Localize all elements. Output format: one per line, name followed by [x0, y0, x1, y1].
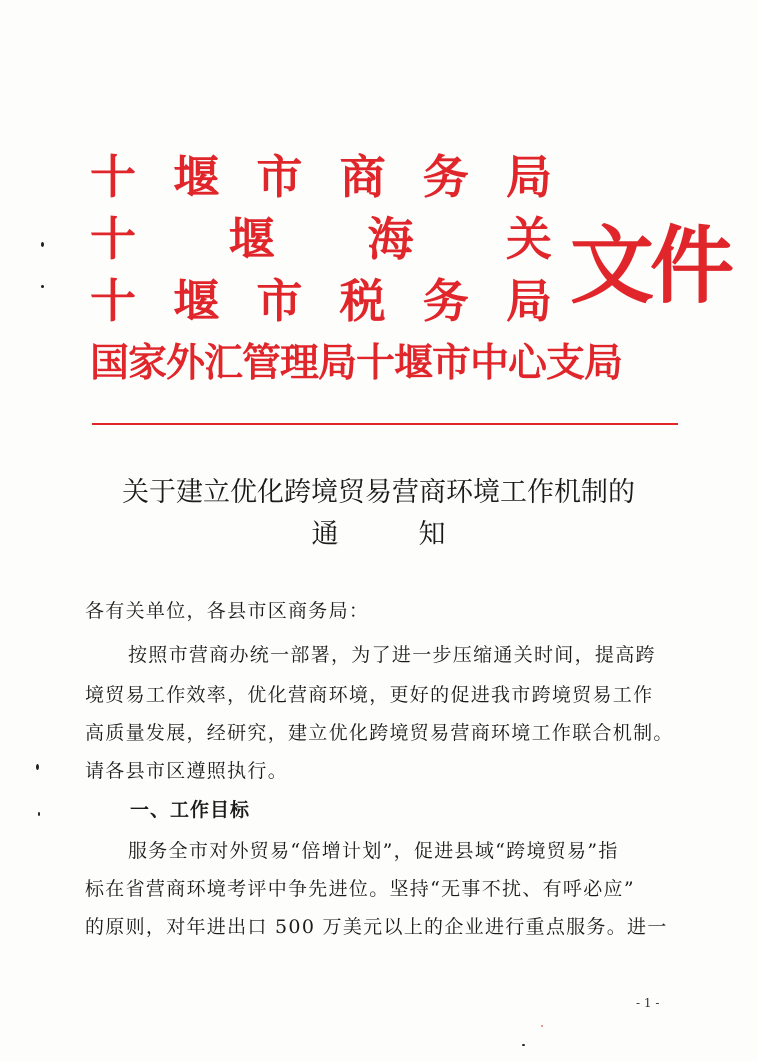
- title-char: 通: [311, 519, 339, 550]
- document-title-line2: [0, 518, 757, 552]
- issuer-char: 局: [505, 150, 552, 204]
- issuer-char: 堰: [228, 212, 275, 266]
- paragraph-line: 的原则，对年进出口 500 万美元以上的企业进行重点服务。进一: [85, 916, 668, 938]
- issuer-char: 局: [505, 274, 552, 328]
- header-divider: [92, 423, 678, 425]
- issuer-line-commerce-bureau: [90, 152, 552, 202]
- scan-speck: [38, 812, 40, 816]
- issuer-char: 十: [90, 212, 136, 266]
- issuer-char: 海: [367, 212, 414, 266]
- issuer-line-customs: [90, 214, 552, 264]
- paragraph-line: 服务全市对外贸易“倍增计划”，促进县域“跨境贸易”指: [128, 840, 619, 862]
- section-heading: 一、工作目标: [130, 799, 251, 821]
- title-char: 知: [418, 519, 446, 550]
- issuer-line-tax-bureau: [90, 276, 552, 326]
- scan-speck: [41, 242, 44, 247]
- issuer-char: 市: [256, 150, 303, 204]
- issuer-char: 十: [90, 150, 136, 204]
- issuer-char: 商: [339, 150, 386, 204]
- issuer-char: 务: [422, 274, 469, 328]
- paragraph-line: 请各县市区遵照执行。: [85, 760, 289, 782]
- salutation: 各有关单位，各县市区商务局：: [85, 600, 370, 622]
- scan-speck: [522, 1044, 525, 1046]
- issuer-line-forex-bureau: 国家外汇管理局十堰市中心支局: [90, 340, 623, 386]
- document-title-line1: 关于建立优化跨境贸易营商环境工作机制的: [122, 477, 635, 508]
- paragraph-line: 境贸易工作效率，优化营商环境，更好的促进我市跨境贸易工作: [85, 684, 654, 706]
- paragraph-line: 标在省营商环境考评中争先进位。坚持“无事不扰、有呼必应”: [85, 878, 635, 900]
- scan-speck: [41, 285, 44, 288]
- issuer-char: 堰: [173, 274, 220, 328]
- scan-speck: [36, 764, 39, 770]
- issuer-char: 税: [339, 274, 386, 328]
- paragraph-line: 按照市营商办统一部署，为了进一步压缩通关时间，提高跨: [128, 644, 656, 666]
- issuer-char: 十: [90, 274, 136, 328]
- issuer-char: 关: [505, 212, 552, 266]
- paragraph-line: 高质量发展，经研究，建立优化跨境贸易营商环境工作联合机制。: [85, 722, 674, 744]
- page-number: - 1 -: [636, 996, 660, 1010]
- issuer-char: 市: [256, 274, 303, 328]
- issuer-char: 堰: [173, 150, 220, 204]
- scan-speck: [541, 1025, 543, 1027]
- document-type-label: 文件: [570, 216, 731, 315]
- issuer-char: 务: [422, 150, 469, 204]
